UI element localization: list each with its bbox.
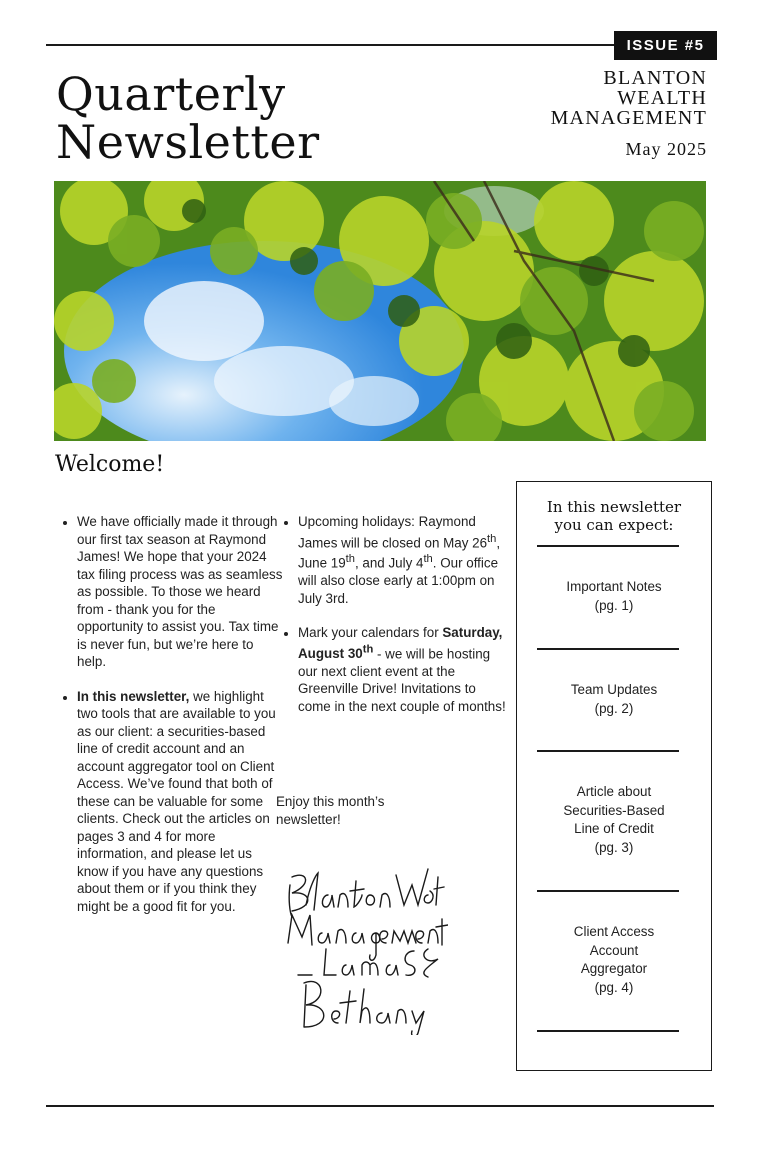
left-bullet-list	[55, 513, 285, 932]
toc-item-title: Aggregator	[580, 961, 648, 976]
welcome-heading: Welcome!	[55, 452, 165, 477]
tax-season-text: We have officially made it through our first tax season at Raymond James! We hope that your 2024 tax filing process was as seamless as possible. To those we heard from - thank you for the opportunity to assist you. Tax time is never fun, but we’re here to help.	[77, 514, 283, 669]
issue-badge: ISSUE #5	[614, 31, 717, 60]
toc-box	[516, 481, 712, 1071]
toc-item-team-updates	[517, 681, 711, 718]
toc-item-securities-based-loc	[517, 783, 711, 857]
toc-heading-line-1: In this newsletter	[546, 498, 682, 516]
toc-heading	[517, 498, 711, 534]
title-line-1: Quarterly	[56, 67, 286, 121]
newsletter-bold-lead: In this newsletter,	[77, 688, 190, 704]
toc-item-title: Securities-Based	[563, 802, 665, 818]
holidays-text: , and July 4	[354, 555, 424, 571]
toc-item-important-notes	[517, 578, 711, 615]
top-rule	[46, 44, 616, 46]
list-item	[298, 624, 508, 715]
event-date-text: Saturday, August 30	[298, 625, 503, 662]
toc-item-page: (pg. 2)	[594, 700, 634, 716]
toc-divider	[537, 890, 679, 892]
brand-line-2: WEALTH	[617, 87, 707, 109]
toc-divider	[537, 648, 679, 650]
toc-divider	[537, 545, 679, 547]
newsletter-tools-text: we highlight two tools that are available to you as our client: a securities-based line of credit account and an account aggregator tool on Client Access. We’ve found that both of these can be valuable for some clients. Check out the articles on pages 3 and 4 for more information, and please let us know if you have any questions about them or if you think they might be a good fit for you.	[77, 688, 276, 914]
toc-item-title: Team Updates	[570, 682, 658, 697]
holidays-text: . Our office will also close early at 1:00pm on July 3rd.	[298, 555, 499, 606]
issue-date: May 2025	[625, 139, 707, 159]
toc-item-title: Article about	[576, 784, 652, 799]
event-text: Mark your calendars for	[298, 625, 443, 641]
toc-item-client-access-aggregator	[517, 923, 711, 997]
toc-item-page: (pg. 3)	[594, 839, 634, 855]
ordinal-suffix: th	[362, 643, 374, 656]
leaves-and-sky-photo-icon	[54, 181, 706, 441]
middle-bullet-list	[276, 513, 508, 732]
list-item	[77, 688, 285, 916]
ordinal-suffix: th	[423, 553, 433, 566]
toc-item-page: (pg. 4)	[594, 979, 634, 995]
ordinal-suffix: th	[345, 553, 355, 566]
list-item	[77, 513, 285, 671]
hero-leaves-image	[54, 181, 706, 441]
toc-item-page: (pg. 1)	[594, 597, 634, 613]
toc-heading-line-2: you can expect:	[554, 516, 674, 534]
handwritten-signature	[278, 855, 448, 1040]
signature-icon	[278, 855, 448, 1035]
brand-name	[507, 68, 707, 128]
toc-item-title: Client Access	[573, 924, 655, 939]
newsletter-title	[56, 67, 320, 169]
toc-item-title: Account	[589, 942, 639, 958]
closing-text: Enjoy this month’s newsletter!	[276, 794, 385, 827]
title-line-2: Newsletter	[56, 115, 320, 169]
bottom-rule	[46, 1105, 714, 1107]
list-item	[298, 513, 508, 607]
brand-line-1: BLANTON	[603, 67, 707, 89]
toc-item-title: Important Notes	[566, 579, 662, 594]
ordinal-suffix: th	[487, 532, 497, 545]
toc-item-title: Line of Credit	[574, 821, 654, 836]
event-text: - we will be hosting our next client event at the Greenville Drive! Invitations to come in the next couple of months!	[298, 646, 506, 714]
brand-line-3: MANAGEMENT	[550, 107, 707, 129]
holidays-text: Upcoming holidays: Raymond James will be closed on May 26	[298, 514, 488, 550]
toc-divider	[537, 750, 679, 752]
holidays-text: , June 19	[298, 534, 501, 571]
toc-divider	[537, 1030, 679, 1032]
